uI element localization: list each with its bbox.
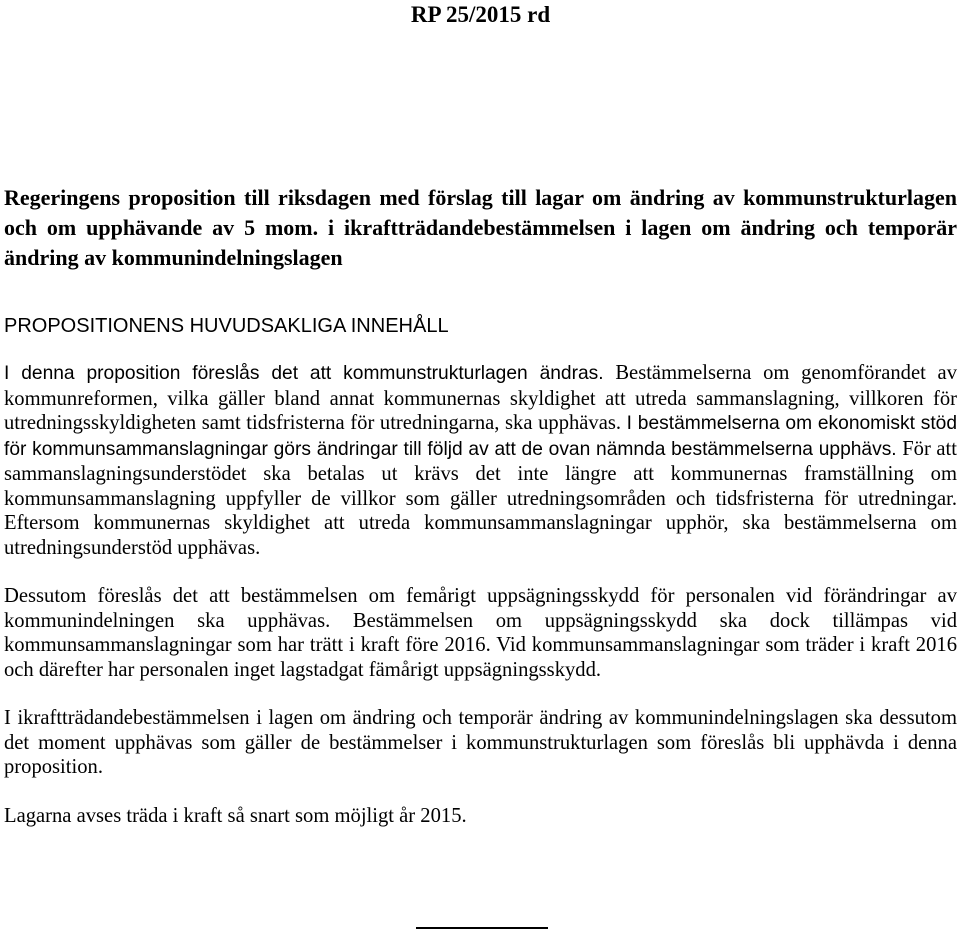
- paragraph-1-tail: För att sammanslagningsunderstödet ska betalas ut krävs det inte längre att kommunernas framställning om kommunsammanslagning uppfyller de villkor som gäller utredningsområden och tidsfristerna för utredningar. Eftersom kommunernas skyldighet att utreda kommunsammanslagningar upphör, ska bestämmelserna om utredningsunderstöd upphävas.: [4, 437, 957, 559]
- proposition-title: Regeringens proposition till riksdagen med förslag till lagar om ändring av kommunstrukturlagen och om upphävande av 5 mom. i ikraftträdandebestämmelsen i lagen om ändring och temporär ändring av kommunindelningslagen: [4, 185, 957, 270]
- end-divider: [416, 927, 548, 929]
- paragraph-3: I ikraftträdandebestämmelsen i lagen om ändring och temporär ändring av kommunindelningslagen ska dessutom det moment upphävas som gäller de bestämmelser i kommunstrukturlagen som föreslås bli upphävda i denna proposition.: [4, 707, 957, 778]
- document-id-header: RP 25/2015 rd: [410, 2, 551, 27]
- section-heading: PROPOSITIONENS HUVUDSAKLIGA INNEHÅLL: [4, 315, 449, 337]
- paragraph-2: Dessutom föreslås det att bestämmelsen om femårigt uppsägningsskydd för personalen vid förändringar av kommunindelningen ska upphävas. Bestämmelsen om uppsägningsskydd ska dock tillämpas vid kommunsammanslagningar som har trätt i kraft före 2016. Vid kommunsammanslagningar som träder i kraft 2016 och därefter har personalen inget lagstadgat fämårigt uppsägningsskydd.: [4, 585, 957, 681]
- body-text: [4, 361, 957, 852]
- paragraph-1-sans: I bestämmelserna om ekonomiskt stöd för kommunsammanslagningar görs ändringar till följd av att de ovan nämnda bestämmelserna upphävs.: [4, 413, 957, 460]
- document-page: [4, 0, 957, 827]
- paragraph-1-rest: Bestämmelserna om genomförandet av kommunreformen, vilka gäller bland annat kommunernas skyldighet att utreda sammanslagning, villkoren för utredningsskyldigheten samt tidsfristerna för utredningarna, ska upphävas.: [4, 362, 957, 434]
- paragraph-1-lead: I denna proposition föreslås det att kommunstrukturlagen ändras.: [4, 363, 604, 384]
- paragraph-4: Lagarna avses träda i kraft så snart som möjligt år 2015.: [4, 804, 467, 827]
- paragraph-1: [4, 361, 957, 560]
